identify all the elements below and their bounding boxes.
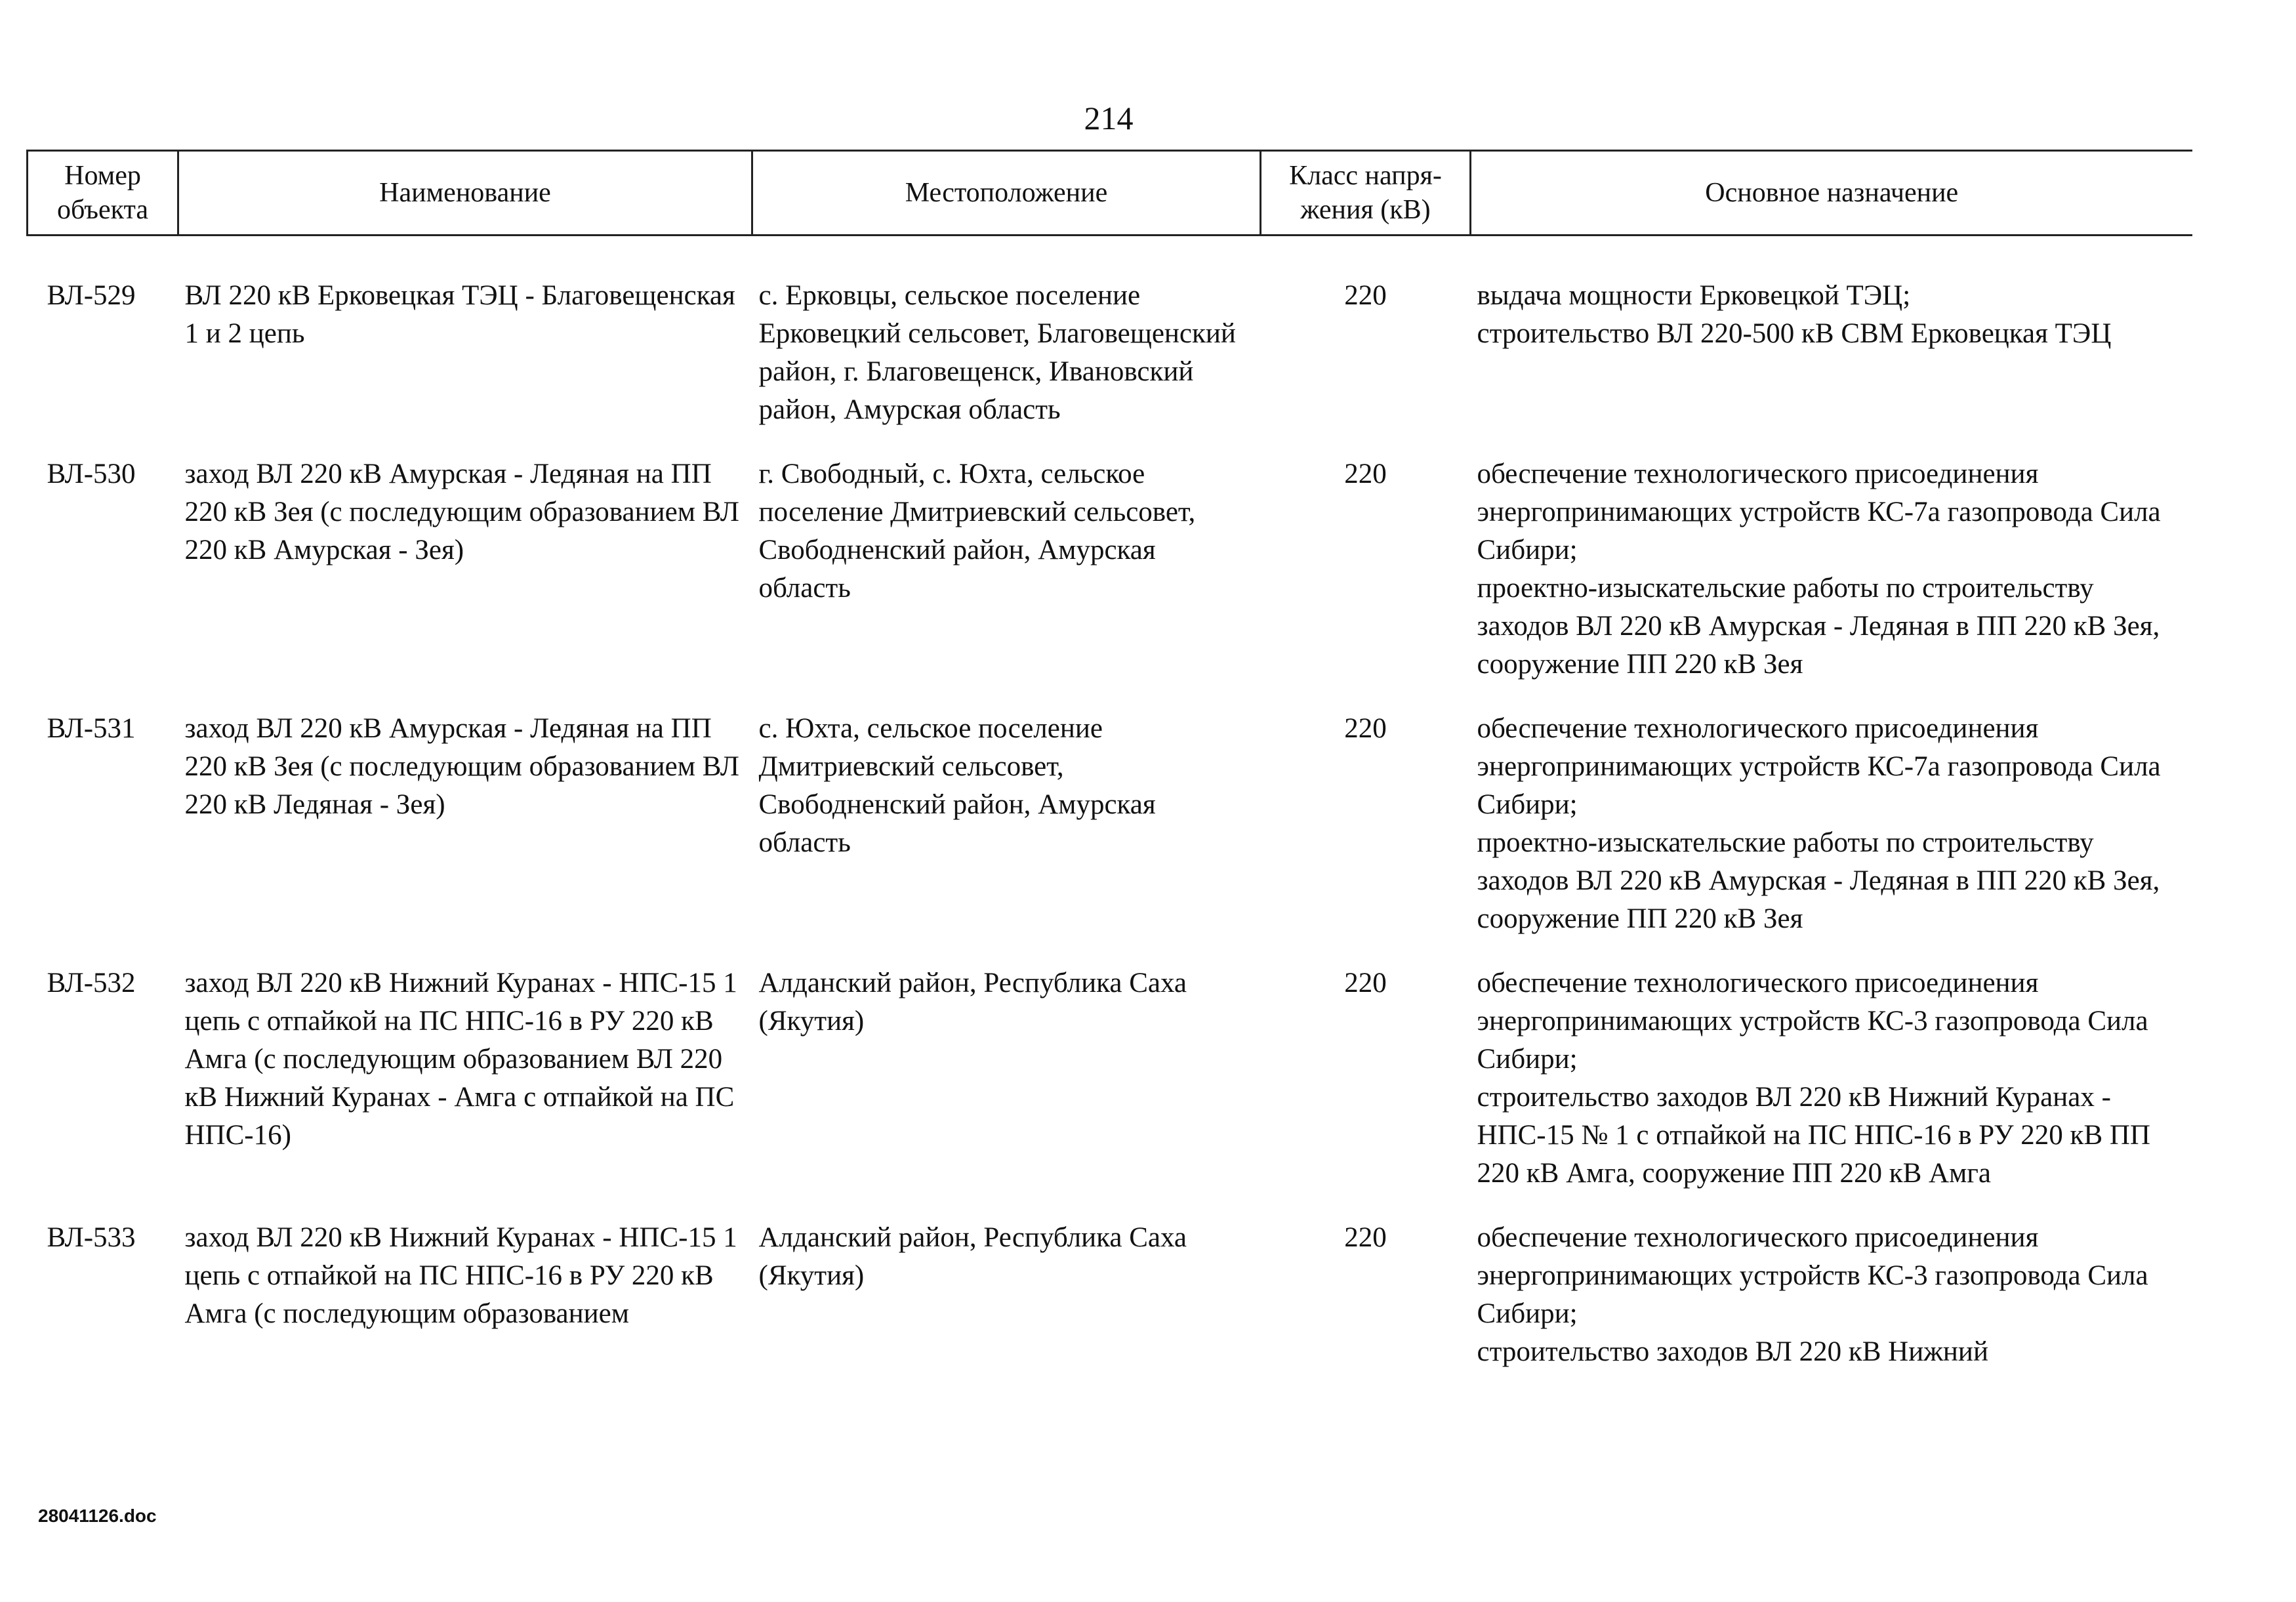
object-purpose: обеспечение технологического присоединения энергопринимающих устройств КС-7а газопровода Сила Сибири; проектно-изыскательские работы по строительству заходов ВЛ 220 кВ Амурская - Ледяная в ПП 220 кВ Зея, сооружение ПП 220 кВ Зея (1477, 713, 2161, 934)
object-purpose: обеспечение технологического присоединения энергопринимающих устройств КС-3 газопровода Сила Сибири; строительство заходов ВЛ 220 кВ Нижний Куранах - НПС-15 № 1 с отпайкой на ПС НПС-16 в РУ 220 кВ ПП 220 кВ Амга, сооружение ПП 220 кВ Амга (1477, 968, 2150, 1189)
object-name: ВЛ 220 кВ Ерковецкая ТЭЦ - Благовещенская 1 и 2 цепь (184, 280, 735, 349)
object-location: г. Свободный, с. Юхта, сельское поселение Дмитриевский сельсовет, Свободненский район, Амурская область (758, 459, 1196, 604)
object-number: ВЛ-530 (47, 459, 136, 489)
page-number: 214 (1084, 100, 1134, 136)
table-row (28, 277, 2192, 429)
table-row (28, 455, 2192, 684)
object-purpose: обеспечение технологического присоединения энергопринимающих устройств КС-7а газопровода Сила Сибири; проектно-изыскательские работы по строительству заходов ВЛ 220 кВ Амурская - Ледяная в ПП 220 кВ Зея, сооружение ПП 220 кВ Зея (1477, 459, 2161, 680)
object-purpose: выдача мощности Ерковецкой ТЭЦ; строительство ВЛ 220-500 кВ СВМ Ерковецкая ТЭЦ (1477, 280, 2112, 349)
object-voltage: 220 (1344, 713, 1387, 744)
object-name: заход ВЛ 220 кВ Нижний Куранах - НПС-15 1 цепь с отпайкой на ПС НПС-16 в РУ 220 кВ Амга (с последующим образованием (184, 1222, 737, 1329)
object-location: Алданский район, Республика Саха (Якутия) (758, 968, 1187, 1037)
objects-table-container (26, 150, 2191, 1371)
object-number: ВЛ-533 (47, 1222, 136, 1253)
object-voltage: 220 (1344, 459, 1387, 489)
table-row (28, 1219, 2192, 1371)
header-location: Местоположение (752, 151, 1261, 236)
header-name: Наименование (178, 151, 752, 236)
object-location: Алданский район, Республика Саха (Якутия) (758, 1222, 1187, 1291)
object-purpose: обеспечение технологического присоединения энергопринимающих устройств КС-3 газопровода Сила Сибири; строительство заходов ВЛ 220 кВ Нижний (1477, 1222, 2148, 1367)
object-voltage: 220 (1344, 280, 1387, 311)
header-number: Номер объекта (28, 151, 178, 236)
object-voltage: 220 (1344, 968, 1387, 998)
object-name: заход ВЛ 220 кВ Амурская - Ледяная на ПП 220 кВ Зея (с последующим образованием ВЛ 220 кВ Амурская - Зея) (184, 459, 739, 565)
object-name: заход ВЛ 220 кВ Амурская - Ледяная на ПП 220 кВ Зея (с последующим образованием ВЛ 220 кВ Ледяная - Зея) (184, 713, 739, 820)
object-number: ВЛ-532 (47, 968, 136, 998)
table-body (28, 236, 2192, 1372)
table-row (28, 710, 2192, 938)
table-header (28, 151, 2192, 236)
object-location: с. Ерковцы, сельское поселение Ерковецкий сельсовет, Благовещенский район, г. Благовещенск, Ивановский район, Амурская область (758, 280, 1236, 425)
table-row (28, 964, 2192, 1193)
object-voltage: 220 (1344, 1222, 1387, 1253)
document-filename: 28041126.doc (38, 1506, 157, 1526)
header-voltage: Класс напря-жения (кВ) (1261, 151, 1471, 236)
object-name: заход ВЛ 220 кВ Нижний Куранах - НПС-15 1 цепь с отпайкой на ПС НПС-16 в РУ 220 кВ Амга (с последующим образованием ВЛ 220 кВ Нижний Куранах - Амга с отпайкой на ПС НПС-16) (184, 968, 737, 1151)
object-number: ВЛ-531 (47, 713, 136, 744)
header-purpose: Основное назначение (1471, 151, 2192, 236)
object-location: с. Юхта, сельское поселение Дмитриевский сельсовет, Свободненский район, Амурская область (758, 713, 1156, 858)
objects-table (26, 150, 2192, 1371)
object-number: ВЛ-529 (47, 280, 136, 311)
